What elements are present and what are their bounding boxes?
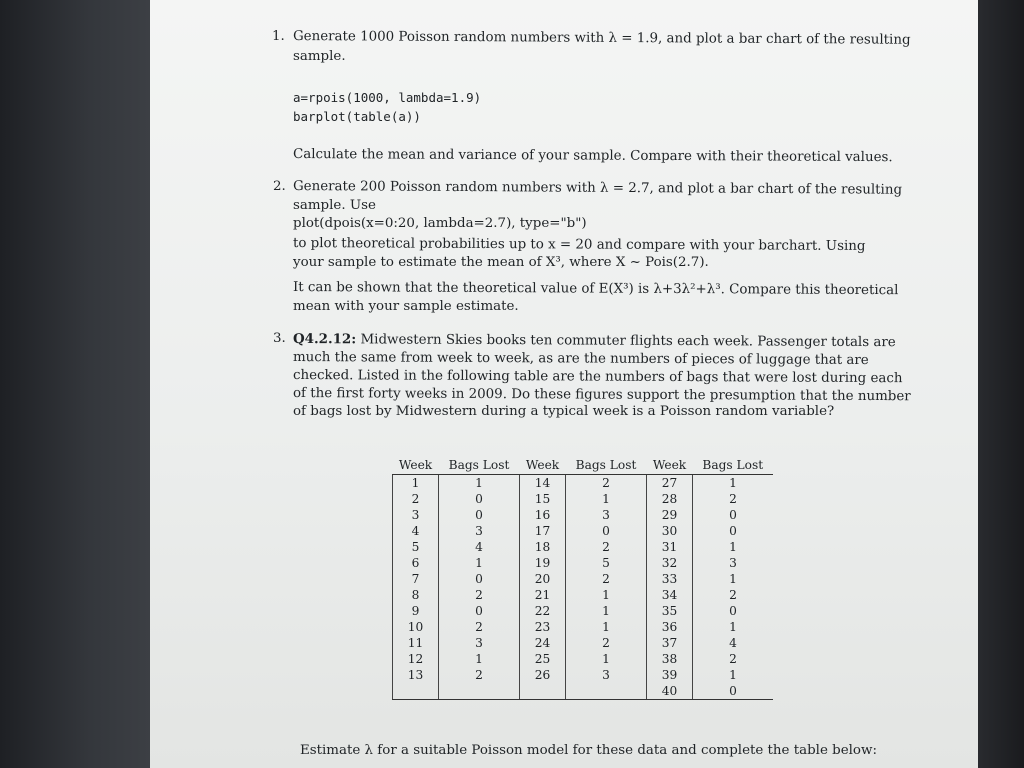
week-cell: 10 — [393, 619, 439, 635]
week-cell: 23 — [520, 619, 566, 635]
week-cell: 11 — [393, 635, 439, 651]
q1-calc-text: Calculate the mean and variance of your sample. Compare with their theoretical values. — [292, 147, 893, 166]
week-cell: 20 — [520, 571, 566, 587]
q1-code-line1: a=rpois(1000, lambda=1.9) — [293, 90, 482, 105]
bags-lost-cell: 1 — [693, 571, 774, 587]
bags-lost-cell: 5 — [566, 555, 647, 571]
week-cell: 36 — [647, 619, 693, 635]
table-row — [393, 603, 774, 619]
bags-lost-cell: 0 — [693, 507, 774, 523]
table-row — [393, 507, 774, 523]
week-cell: 22 — [520, 603, 566, 619]
bags-lost-cell: 0 — [439, 603, 520, 619]
week-cell: 8 — [393, 587, 439, 603]
q1-code-line2: barplot(table(a)) — [293, 109, 421, 124]
q3-line1-row — [293, 331, 896, 350]
q2-number: 2. — [273, 179, 286, 194]
q3-line5: of bags lost by Midwestern during a typical week is a Poisson random variable? — [293, 404, 835, 419]
week-cell: 17 — [520, 523, 566, 539]
bags-lost-cell: 2 — [439, 619, 520, 635]
table-body — [393, 475, 774, 700]
q2-line5: your sample to estimate the mean of X³, where X ~ Pois(2.7). — [293, 255, 709, 270]
bags-lost-cell: 0 — [693, 523, 774, 539]
table-row — [393, 539, 774, 555]
bags-lost-cell: 2 — [693, 491, 774, 507]
bags-lost-cell: 0 — [439, 507, 520, 523]
bags-lost-cell: 1 — [566, 651, 647, 667]
table-row — [393, 587, 774, 603]
q2-line1: Generate 200 Poisson random numbers with λ = 2.7, and plot a bar chart of the resulting — [292, 179, 903, 198]
bags-lost-cell: 1 — [439, 651, 520, 667]
bags-lost-cell: 2 — [439, 667, 520, 683]
bags-lost-cell: 3 — [693, 555, 774, 571]
bags-lost-table — [392, 456, 773, 700]
bags-lost-cell: 1 — [693, 667, 774, 683]
bags-lost-cell: 0 — [566, 523, 647, 539]
week-cell: 14 — [520, 475, 566, 492]
footer-instruction: Estimate λ for a suitable Poisson model for these data and complete the table below: — [300, 743, 877, 758]
week-cell: 3 — [393, 507, 439, 523]
bags-lost-cell: 2 — [693, 651, 774, 667]
bags-lost-cell: 1 — [566, 587, 647, 603]
bags-lost-cell: 3 — [566, 667, 647, 683]
bags-lost-cell: 0 — [439, 491, 520, 507]
header-week-1: Week — [393, 456, 439, 475]
week-cell: 2 — [393, 491, 439, 507]
header-week-3: Week — [647, 456, 693, 475]
q2-line4: to plot theoretical probabilities up to x = 20 and compare with your barchart. Using — [292, 236, 866, 254]
week-cell: 7 — [393, 571, 439, 587]
bags-lost-cell: 1 — [693, 539, 774, 555]
week-cell: 31 — [647, 539, 693, 555]
q3-label: Q4.2.12: — [292, 331, 357, 348]
week-cell — [393, 683, 439, 700]
table-row — [393, 491, 774, 507]
week-cell: 32 — [647, 555, 693, 571]
week-cell: 16 — [520, 507, 566, 523]
week-cell: 40 — [647, 683, 693, 700]
bags-lost-cell: 2 — [439, 587, 520, 603]
week-cell: 18 — [520, 539, 566, 555]
q2-line7: mean with your sample estimate. — [293, 299, 519, 314]
bags-lost-cell — [439, 683, 520, 700]
week-cell: 28 — [647, 491, 693, 507]
bags-lost-cell: 2 — [693, 587, 774, 603]
table-row — [393, 667, 774, 683]
header-bags-1: Bags Lost — [439, 456, 520, 475]
bags-lost-cell: 1 — [693, 619, 774, 635]
table-row — [393, 523, 774, 539]
week-cell: 19 — [520, 555, 566, 571]
q3-line3: checked. Listed in the following table are the numbers of bags that were lost during each — [292, 368, 903, 387]
monitor-bezel-left — [0, 0, 150, 768]
q3-line4: of the first forty weeks in 2009. Do these figures support the presumption that the number — [292, 386, 911, 405]
week-cell: 26 — [520, 667, 566, 683]
monitor-bezel-right — [974, 0, 1024, 768]
week-cell: 9 — [393, 603, 439, 619]
week-cell: 29 — [647, 507, 693, 523]
week-cell: 21 — [520, 587, 566, 603]
week-cell: 30 — [647, 523, 693, 539]
bags-lost-cell: 1 — [566, 619, 647, 635]
week-cell: 38 — [647, 651, 693, 667]
bags-lost-cell: 2 — [566, 539, 647, 555]
week-cell: 13 — [393, 667, 439, 683]
q2-line3: plot(dpois(x=0:20, lambda=2.7), type="b") — [293, 216, 587, 231]
bags-lost-cell: 1 — [439, 555, 520, 571]
document-page — [150, 0, 978, 768]
q3-number: 3. — [273, 331, 286, 346]
week-cell: 24 — [520, 635, 566, 651]
q1-line1: Generate 1000 Poisson random numbers with λ = 1.9, and plot a bar chart of the resulting — [292, 29, 911, 48]
week-cell: 5 — [393, 539, 439, 555]
bags-lost-cell: 1 — [439, 475, 520, 492]
bags-lost-cell: 4 — [439, 539, 520, 555]
week-cell: 1 — [393, 475, 439, 492]
table-row — [393, 683, 774, 700]
bags-lost-cell: 1 — [566, 491, 647, 507]
bags-lost-cell — [566, 683, 647, 700]
table-row — [393, 635, 774, 651]
table-row — [393, 555, 774, 571]
week-cell — [520, 683, 566, 700]
week-cell: 6 — [393, 555, 439, 571]
table-header-row — [393, 456, 774, 475]
table-row — [393, 619, 774, 635]
bags-lost-cell: 0 — [693, 683, 774, 700]
bags-lost-cell: 0 — [439, 571, 520, 587]
table-row — [393, 571, 774, 587]
q1-number: 1. — [272, 29, 285, 44]
bags-lost-cell: 4 — [693, 635, 774, 651]
header-week-2: Week — [520, 456, 566, 475]
bags-lost-cell: 2 — [566, 571, 647, 587]
bags-lost-cell: 1 — [693, 475, 774, 492]
week-cell: 15 — [520, 491, 566, 507]
table-row — [393, 651, 774, 667]
header-bags-3: Bags Lost — [693, 456, 774, 475]
week-cell: 25 — [520, 651, 566, 667]
week-cell: 35 — [647, 603, 693, 619]
bags-lost-cell: 1 — [566, 603, 647, 619]
week-cell: 27 — [647, 475, 693, 492]
bags-lost-cell: 3 — [566, 507, 647, 523]
week-cell: 37 — [647, 635, 693, 651]
bags-lost-cell: 0 — [693, 603, 774, 619]
q3-line1: Midwestern Skies books ten commuter flights each week. Passenger totals are — [360, 332, 896, 351]
week-cell: 12 — [393, 651, 439, 667]
week-cell: 34 — [647, 587, 693, 603]
bags-lost-cell: 3 — [439, 523, 520, 539]
q2-line6: It can be shown that the theoretical value of E(X³) is λ+3λ²+λ³. Compare this theoretical — [292, 280, 899, 299]
q2-line2: sample. Use — [293, 198, 376, 213]
q3-line2: much the same from week to week, as are the numbers of pieces of luggage that are — [292, 350, 869, 369]
bags-lost-cell: 2 — [566, 635, 647, 651]
table-row — [393, 475, 774, 492]
week-cell: 39 — [647, 667, 693, 683]
week-cell: 4 — [393, 523, 439, 539]
header-bags-2: Bags Lost — [566, 456, 647, 475]
q1-line2: sample. — [293, 49, 346, 64]
week-cell: 33 — [647, 571, 693, 587]
bags-lost-cell: 3 — [439, 635, 520, 651]
bags-lost-cell: 2 — [566, 475, 647, 492]
